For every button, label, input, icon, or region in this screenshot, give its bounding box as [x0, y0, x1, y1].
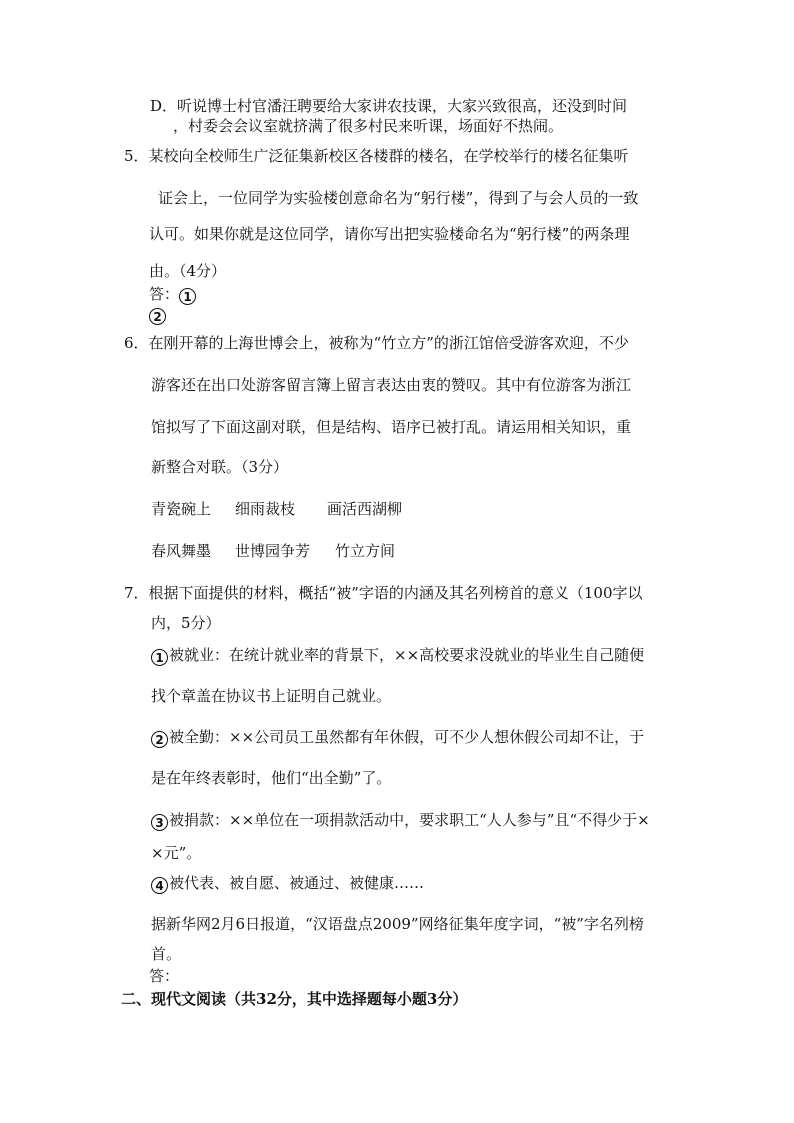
q7-item2-text: 被全勤：××公司员工虽然都有年休假，可不少人想休假公司却不让，于: [169, 728, 645, 746]
q7-item4-marker: 4: [151, 877, 168, 894]
q6-phrase: 青瓷碗上: [151, 500, 212, 518]
q5-answer-marker-2: 2: [149, 308, 166, 325]
q5-answer: [149, 284, 197, 305]
q7-item2-marker: 2: [151, 731, 168, 748]
q5-answer-label: 答：: [149, 285, 180, 303]
q7-item3-text: 被捐款：××单位在一项捐款活动中，要求职工“人人参与”且“不得少于×: [169, 811, 650, 829]
q5-answer-line2: [149, 304, 167, 325]
q7-line2: 内，5分）: [151, 614, 221, 632]
q7-line1: 7．根据下面提供的材料，概括“被”字语的内涵及其名列榜首的意义（100字以: [124, 584, 643, 602]
q7-item1-line1: [151, 645, 644, 666]
q7-item3-line1: [151, 810, 650, 831]
q7-source-line2: 首。: [151, 945, 182, 963]
q7-item3-line2: ×元”。: [151, 844, 202, 862]
q4-option-d-line1: D．听说博士村官潘汪聘要给大家讲农技课，大家兴致很高，还没到时间: [150, 97, 628, 115]
q6-line1: 6．在刚开幕的上海世博会上，被称为“竹立方”的浙江馆倍受游客欢迎，不少: [124, 334, 629, 352]
q6-couplet-row2: [151, 541, 395, 561]
q6-phrase: 春风舞墨: [151, 542, 212, 560]
q7-item4-line1: [151, 873, 424, 894]
q6-phrase: 竹立方间: [335, 542, 396, 560]
q7-item1-line2: 找个章盖在协议书上证明自己就业。: [151, 687, 392, 705]
q7-item1-text: 被就业：在统计就业率的背景下，××高校要求没就业的毕业生自己随便: [169, 646, 645, 664]
q5-line4: 由。（4分）: [149, 262, 227, 280]
q7-item2-line1: [151, 727, 644, 748]
q7-item1-marker: 1: [151, 649, 168, 666]
q5-line3: 认可。如果你就是这位同学，请你写出把实验楼命名为“躬行楼”的两条理: [149, 225, 630, 243]
q7-source-line1: 据新华网2月6日报道，“汉语盘点2009”网络征集年度字词，“被”字名列榜: [151, 915, 644, 933]
section2-heading: 二、现代文阅读（共32分，其中选择题每小题3分）: [121, 990, 468, 1008]
q7-item3-marker: 3: [151, 814, 168, 831]
q6-line4: 新整合对联。（3分）: [151, 458, 289, 476]
q5-line1: 5．某校向全校师生广泛征集新校区各楼群的楼名，在学校举行的楼名征集听: [124, 147, 629, 165]
q6-phrase: 世博园争芳: [235, 542, 311, 560]
q6-phrase: 画活西湖柳: [327, 500, 403, 518]
q5-answer-marker-1: 1: [179, 288, 196, 305]
q6-line3: 馆拟写了下面这副对联，但是结构、语序已被打乱。请运用相关知识，重: [151, 418, 632, 436]
q7-item4-text: 被代表、被自愿、被通过、被健康……: [169, 874, 425, 892]
q6-couplet-row1: [151, 499, 402, 519]
q5-line2: 证会上，一位同学为实验楼创意命名为“躬行楼”，得到了与会人员的一致: [158, 189, 639, 207]
q6-phrase: 细雨裁枝: [235, 500, 296, 518]
q7-answer-label: 答：: [149, 967, 180, 985]
q4-option-d-line2: ，村委会会议室就挤满了很多村民来听课，场面好不热闹。: [173, 117, 564, 135]
q7-item2-line2: 是在年终表彰时，他们“出全勤”了。: [151, 769, 392, 787]
q6-line2: 游客还在出口处游客留言簿上留言表达由衷的赞叹。其中有位游客为浙江: [151, 376, 632, 394]
